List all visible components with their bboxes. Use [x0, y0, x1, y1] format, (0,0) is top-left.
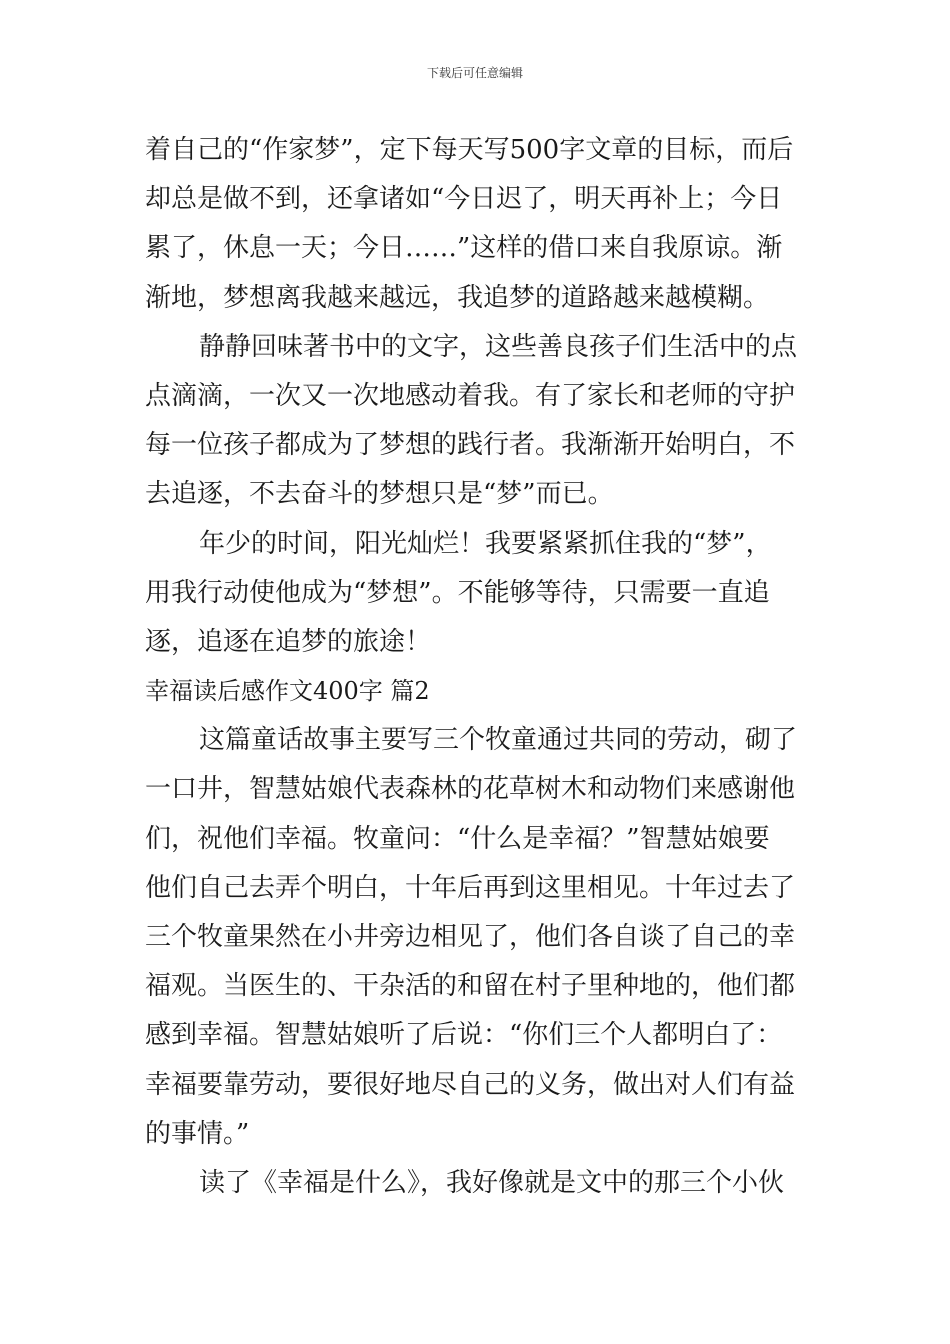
page-header: 下载后可任意编辑: [426, 66, 523, 80]
text-line: 每一位孩子都成为了梦想的践行者。我渐渐开始明白，不: [145, 430, 796, 461]
text-line: 渐地，梦想离我越来越远，我追梦的道路越来越模糊。: [145, 282, 770, 313]
text-line: 们，祝他们幸福。牧童问：“什么是幸福？”智慧姑娘要: [145, 823, 770, 854]
text-line: 幸福要靠劳动，要很好地尽自己的义务，做出对人们有益: [145, 1069, 796, 1100]
text-line: 三个牧童果然在小井旁边相见了，他们各自谈了自己的幸: [145, 922, 796, 952]
text-line: 的事情。”: [145, 1118, 250, 1149]
text-line: 用我行动使他成为“梦想”。不能够等待，只需要一直追: [145, 577, 770, 608]
text-line: 逐，追逐在追梦的旅途！: [145, 626, 432, 657]
text-line: 却总是做不到，还拿诸如“今日迟了，明天再补上；今日: [145, 184, 783, 215]
section-heading: 幸福读后感作文400字 篇2: [145, 677, 430, 706]
text-line: 他们自己去弄个明白，十年后再到这里相见。十年过去了: [145, 872, 796, 903]
text-line: 静静回味著书中的文字，这些善良孩子们生活中的点: [199, 331, 798, 362]
text-line: 点滴滴，一次又一次地感动着我。有了家长和老师的守护: [145, 380, 796, 411]
text-line: 读了《幸福是什么》，我好像就是文中的那三个小伙: [199, 1167, 785, 1198]
text-line: 这篇童话故事主要写三个牧童通过共同的劳动，砌了: [199, 725, 798, 756]
text-line: 累了，休息一天；今日……”这样的借口来自我原谅。渐: [145, 233, 783, 264]
text-line: 感到幸福。智慧姑娘听了后说：“你们三个人都明白了：: [145, 1020, 783, 1051]
text-line: 年少的时间，阳光灿烂！我要紧紧抓住我的“梦”，: [199, 528, 772, 559]
text-line: 着自己的“作家梦”，定下每天写500字文章的目标，而后: [145, 135, 794, 165]
document-body: [145, 126, 807, 1208]
text-line: 去追逐，不去奋斗的梦想只是“梦”而已。: [145, 479, 614, 510]
text-line: 福观。当医生的、干杂活的和留在村子里种地的，他们都: [145, 971, 796, 1002]
text-line: 一口井，智慧姑娘代表森林的花草树木和动物们来感谢他: [145, 774, 796, 805]
